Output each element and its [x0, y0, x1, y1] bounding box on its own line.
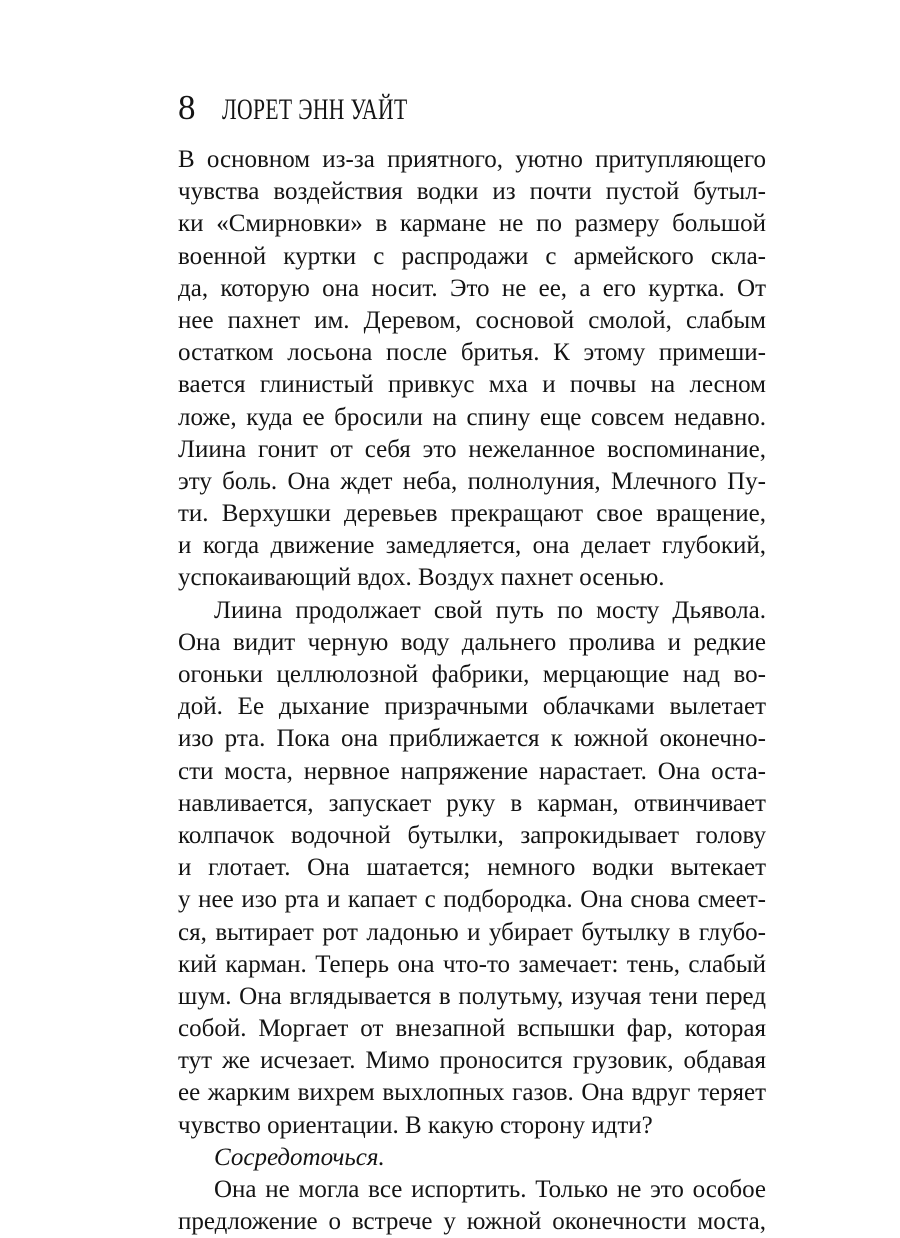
text-line: В основном из-за приятного, уютно притупляющего [178, 146, 766, 173]
text-line: эту боль. Она ждет неба, полнолуния, Млечного Пу- [178, 467, 766, 495]
text-line: изо рта. Пока она приближается к южной оконечно- [178, 725, 766, 753]
text-line: остатком лосьона после бритья. К этому примеши- [178, 339, 766, 367]
text-line: шум. Она вглядывается в полутьму, изучая тени перед [178, 982, 766, 1010]
text-line: тут же исчезает. Мимо проносится грузовик, обдавая [178, 1047, 766, 1075]
text-line: ее жарким вихрем выхлопных газов. Она вдруг теряет [178, 1079, 766, 1107]
text-line: ся, вытирает рот ладонью и убирает бутылку в глубо- [178, 918, 766, 946]
text-line: предложение о встрече у южной оконечности моста, [178, 1208, 766, 1236]
running-head [178, 86, 479, 130]
text-line: чувства воздействия водки из почти пустой бутыл- [178, 178, 766, 206]
text-line: ки «Смирновки» в кармане не по размеру большой [178, 210, 766, 238]
text-line: и когда движение замедляется, она делает глубокий, [178, 532, 766, 560]
text-line: кий карман. Теперь она что-то замечает: тень, слабый [178, 950, 766, 978]
text-line: успокаивающий вдох. Воздух пахнет осенью. [178, 564, 665, 592]
text-line: вается глинистый привкус мха и почвы на лесном [178, 371, 766, 399]
text-line: ти. Верхушки деревьев прекращают свое вращение, [178, 500, 766, 528]
text-line: колпачок водочной бутылки, запрокидывает голову [178, 821, 766, 849]
text-line: ложе, куда ее бросили на спину еще совсем недавно. [178, 403, 766, 431]
text-line: Она не могла все испортить. Только не это особое [214, 1176, 766, 1203]
italic-text-line: Сосредоточься. [214, 1143, 385, 1171]
body-text [178, 144, 766, 1238]
text-line: да, которую она носит. Это не ее, а его куртка. От [178, 274, 766, 302]
running-title: ЛОРЕТ ЭНН УАЙТ [221, 93, 408, 126]
text-line: огоньки целлюлозной фабрики, мерцающие над во- [178, 661, 766, 688]
page-number: 8 [178, 88, 196, 127]
text-line: собой. Моргает от внезапной вспышки фар, которая [178, 1015, 766, 1043]
text-line: нее пахнет им. Деревом, сосновой смолой, слабым [178, 306, 766, 334]
text-line: дой. Ее дыхание призрачными облачками вылетает [178, 693, 766, 721]
text-line: у нее изо рта и капает с подбородка. Она снова смеет- [178, 886, 766, 914]
text-line: и глотает. Она шатается; немного водки вытекает [178, 854, 766, 882]
text-line: сти моста, нервное напряжение нарастает. Она оста- [178, 757, 766, 785]
text-line: Лиина гонит от себя это нежеланное воспоминание, [178, 435, 766, 463]
text-line: военной куртки с распродажи с армейского скла- [178, 242, 766, 270]
text-line: Она видит черную воду дальнего пролива и редкие [178, 628, 766, 656]
text-line: Лиина продолжает свой путь по мосту Дьявола. [214, 596, 766, 624]
text-line: навливается, запускает руку в карман, отвинчивает [178, 789, 766, 817]
text-line: чувство ориентации. В какую сторону идти? [178, 1111, 653, 1139]
